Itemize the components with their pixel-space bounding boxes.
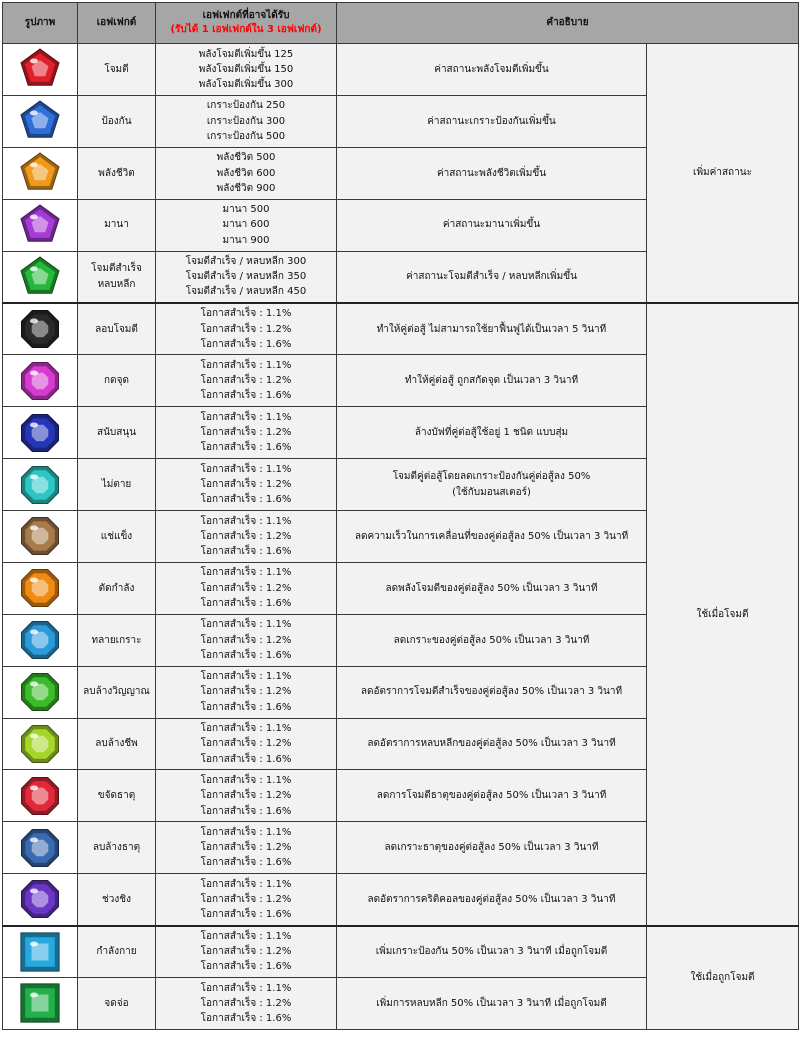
possible-effects xyxy=(156,303,337,355)
header-possible-effects xyxy=(156,3,337,44)
possible-effect-value: โอกาสสำเร็จ : 1.2% xyxy=(200,893,292,905)
possible-effect-value: โอกาสสำเร็จ : 1.2% xyxy=(200,478,292,490)
possible-effect-value: โอกาสสำเร็จ : 1.6% xyxy=(200,701,292,713)
description-line: ลดการโจมตีธาตุของคู่ต่อสู้ลง 50% เป็นเวลา 3 วินาที xyxy=(376,790,607,802)
possible-effect-value: โจมตีสำเร็จ / หลบหลีก 350 xyxy=(185,271,307,283)
description-line: โจมตีคู่ต่อสู้โดยลดเกราะป้องกันคู่ต่อสู้ลง 50% xyxy=(392,471,591,483)
possible-effect-value: มานา 500 xyxy=(222,204,270,216)
possible-effects xyxy=(156,95,337,147)
gem-image-cell xyxy=(3,147,78,199)
effect-description xyxy=(337,822,647,874)
description-line: ลดพลังโจมตีของคู่ต่อสู้ลง 50% เป็นเวลา 3 วินาที xyxy=(385,582,598,594)
description-line: ทำให้คู่ต่อสู้ ถูกสกัดจุด เป็นเวลา 3 วินาที xyxy=(404,375,579,387)
description-line: ค่าสถานะพลังชีวิตเพิ่มขึ้น xyxy=(436,167,547,179)
possible-effect-value: โอกาสสำเร็จ : 1.2% xyxy=(200,790,292,802)
possible-effect-value: พลังชีวิต 500 xyxy=(216,152,276,164)
effect-name: มานา xyxy=(78,199,156,251)
description-line: ค่าสถานะเกราะป้องกันเพิ่มขึ้น xyxy=(427,115,556,127)
possible-effect-value: โจมตีสำเร็จ / หลบหลีก 450 xyxy=(185,286,307,298)
group-label: เพิ่มค่าสถานะ xyxy=(647,44,799,303)
possible-effects xyxy=(156,718,337,770)
possible-effect-value: เกราะป้องกัน 300 xyxy=(206,115,286,127)
group-label: ใช้เมื่อโจมตี xyxy=(647,303,799,926)
possible-effect-value: มานา 900 xyxy=(222,234,270,246)
header-possible-label: เอฟเฟกต์ที่อาจได้รับ xyxy=(202,10,290,21)
effect-description xyxy=(337,407,647,459)
gem-image-cell xyxy=(3,978,78,1030)
possible-effect-value: โอกาสสำเร็จ : 1.2% xyxy=(200,634,292,646)
possible-effects xyxy=(156,459,337,511)
black-octagon-gem-icon xyxy=(3,307,77,351)
gem-image-cell xyxy=(3,926,78,978)
possible-effect-value: โอกาสสำเร็จ : 1.6% xyxy=(200,857,292,869)
possible-effect-value: โอกาสสำเร็จ : 1.2% xyxy=(200,686,292,698)
effect-name: ลอบโจมตี xyxy=(78,303,156,355)
possible-effects xyxy=(156,511,337,563)
effect-name: แช่แข็ง xyxy=(78,511,156,563)
possible-effects xyxy=(156,926,337,978)
orange-pentagon-gem-icon xyxy=(3,151,77,195)
violet-octagon-gem-icon xyxy=(3,877,77,921)
gem-image-cell xyxy=(3,718,78,770)
effect-description xyxy=(337,199,647,251)
effect-name: กำลังกาย xyxy=(78,926,156,978)
blue-pentagon-gem-icon xyxy=(3,99,77,143)
possible-effects xyxy=(156,355,337,407)
bronze-octagon-gem-icon xyxy=(3,514,77,558)
possible-effects xyxy=(156,407,337,459)
description-line: ลดเกราะของคู่ต่อสู้ลง 50% เป็นเวลา 3 วินาที xyxy=(393,634,590,646)
effect-name: กดจุด xyxy=(78,355,156,407)
emerald-square-gem-icon xyxy=(3,981,77,1025)
green-pentagon-gem-icon xyxy=(3,255,77,299)
gem-image-cell xyxy=(3,874,78,926)
description-line: ลดความเร็วในการเคลื่อนที่ของคู่ต่อสู้ลง 50% เป็นเวลา 3 วินาที xyxy=(354,530,629,542)
possible-effects xyxy=(156,614,337,666)
description-line: (ใช้กับมอนสเตอร์) xyxy=(452,486,531,498)
possible-effect-value: โอกาสสำเร็จ : 1.1% xyxy=(200,982,292,994)
purple-pentagon-gem-icon xyxy=(3,203,77,247)
description-line: เพิ่มการหลบหลีก 50% เป็นเวลา 3 วินาที เมื่อถูกโจมตี xyxy=(376,997,607,1009)
description-line: ลดอัตราการหลบหลีกของคู่ต่อสู้ลง 50% เป็นเวลา 3 วินาที xyxy=(367,738,616,750)
possible-effect-value: โอกาสสำเร็จ : 1.2% xyxy=(200,582,292,594)
gem-image-cell xyxy=(3,407,78,459)
possible-effect-value: โอกาสสำเร็จ : 1.6% xyxy=(200,494,292,506)
possible-effect-value: พลังโจมตีเพิ่มขึ้น 150 xyxy=(198,63,294,75)
gem-image-cell xyxy=(3,303,78,355)
possible-effect-value: โอกาสสำเร็จ : 1.2% xyxy=(200,323,292,335)
possible-effect-value: โอกาสสำเร็จ : 1.6% xyxy=(200,546,292,558)
cyan-octagon-gem-icon xyxy=(3,463,77,507)
effect-name: ขจัดธาตุ xyxy=(78,770,156,822)
effect-description xyxy=(337,147,647,199)
gem-image-cell xyxy=(3,614,78,666)
possible-effect-value: โอกาสสำเร็จ : 1.6% xyxy=(200,390,292,402)
possible-effect-value: เกราะป้องกัน 500 xyxy=(206,130,286,142)
gem-image-cell xyxy=(3,95,78,147)
possible-effects xyxy=(156,666,337,718)
possible-effect-value: โอกาสสำเร็จ : 1.6% xyxy=(200,961,292,973)
effect-description xyxy=(337,718,647,770)
possible-effect-value: โอกาสสำเร็จ : 1.6% xyxy=(200,442,292,454)
gem-image-cell xyxy=(3,666,78,718)
skyblue-octagon-gem-icon xyxy=(3,618,77,662)
possible-effect-value: โอกาสสำเร็จ : 1.6% xyxy=(200,338,292,350)
effect-name: ลบล้างวิญญาณ xyxy=(78,666,156,718)
effect-description xyxy=(337,666,647,718)
possible-effects xyxy=(156,562,337,614)
effect-description xyxy=(337,614,647,666)
table-body xyxy=(3,44,799,1030)
effect-name: สนับสนุน xyxy=(78,407,156,459)
effect-name: ป้องกัน xyxy=(78,95,156,147)
description-line: ค่าสถานะพลังโจมตีเพิ่มขึ้น xyxy=(434,63,549,75)
effect-name: ทลายเกราะ xyxy=(78,614,156,666)
possible-effect-value: พลังโจมตีเพิ่มขึ้น 125 xyxy=(198,48,294,60)
magenta-octagon-gem-icon xyxy=(3,359,77,403)
possible-effect-value: โจมตีสำเร็จ / หลบหลีก 300 xyxy=(185,255,307,267)
effect-description xyxy=(337,95,647,147)
effect-description xyxy=(337,770,647,822)
effect-name: ไม่ตาย xyxy=(78,459,156,511)
effect-description xyxy=(337,44,647,96)
possible-effect-value: โอกาสสำเร็จ : 1.6% xyxy=(200,753,292,765)
possible-effect-value: โอกาสสำเร็จ : 1.6% xyxy=(200,1013,292,1025)
red-pentagon-gem-icon xyxy=(3,47,77,91)
description-line: ค่าสถานะโจมตีสำเร็จ / หลบหลีกเพิ่มขึ้น xyxy=(406,271,577,283)
possible-effects xyxy=(156,199,337,251)
orange-octagon-gem-icon xyxy=(3,566,77,610)
table-row xyxy=(3,44,799,96)
group-label: ใช้เมื่อถูกโจมตี xyxy=(647,926,799,1030)
possible-effect-value: โอกาสสำเร็จ : 1.2% xyxy=(200,738,292,750)
possible-effect-value: เกราะป้องกัน 250 xyxy=(206,100,286,112)
gem-image-cell xyxy=(3,822,78,874)
effect-name: ลบล้างธาตุ xyxy=(78,822,156,874)
possible-effect-value: โอกาสสำเร็จ : 1.1% xyxy=(200,308,292,320)
possible-effect-value: โอกาสสำเร็จ : 1.1% xyxy=(200,878,292,890)
effect-description xyxy=(337,511,647,563)
possible-effect-value: โอกาสสำเร็จ : 1.1% xyxy=(200,826,292,838)
table-row xyxy=(3,926,799,978)
description-line: ค่าสถานะมานาเพิ่มขึ้น xyxy=(442,219,541,231)
possible-effect-value: โอกาสสำเร็จ : 1.1% xyxy=(200,359,292,371)
effect-description xyxy=(337,459,647,511)
possible-effect-value: โอกาสสำเร็จ : 1.6% xyxy=(200,805,292,817)
possible-effect-value: มานา 600 xyxy=(222,219,270,231)
effect-name: โจมตีสำเร็จ หลบหลีก xyxy=(78,251,156,303)
description-line: ทำให้คู่ต่อสู้ ไม่สามารถใช้ยาฟื้นฟูได้เป็นเวลา 5 วินาที xyxy=(376,323,607,335)
possible-effect-value: โอกาสสำเร็จ : 1.2% xyxy=(200,375,292,387)
possible-effect-value: โอกาสสำเร็จ : 1.2% xyxy=(200,427,292,439)
gem-image-cell xyxy=(3,355,78,407)
possible-effects xyxy=(156,770,337,822)
possible-effects xyxy=(156,147,337,199)
description-line: ล้างบัฟที่คู่ต่อสู้ใช้อยู่ 1 ชนิด แบบสุ่ม xyxy=(414,427,569,439)
possible-effects xyxy=(156,822,337,874)
possible-effect-value: พลังโจมตีเพิ่มขึ้น 300 xyxy=(198,79,294,91)
effect-name: จดจ่อ xyxy=(78,978,156,1030)
possible-effect-value: โอกาสสำเร็จ : 1.1% xyxy=(200,567,292,579)
navy-octagon-gem-icon xyxy=(3,411,77,455)
possible-effect-value: โอกาสสำเร็จ : 1.2% xyxy=(200,997,292,1009)
effect-name: ลบล้างชีพ xyxy=(78,718,156,770)
gem-image-cell xyxy=(3,44,78,96)
description-line: ลดอัตราการโจมตีสำเร็จของคู่ต่อสู้ลง 50% เป็นเวลา 3 วินาที xyxy=(360,686,623,698)
possible-effects xyxy=(156,978,337,1030)
possible-effect-value: โอกาสสำเร็จ : 1.1% xyxy=(200,774,292,786)
possible-effect-value: โอกาสสำเร็จ : 1.1% xyxy=(200,411,292,423)
possible-effect-value: โอกาสสำเร็จ : 1.2% xyxy=(200,946,292,958)
effect-description xyxy=(337,303,647,355)
possible-effect-value: โอกาสสำเร็จ : 1.2% xyxy=(200,842,292,854)
possible-effect-value: โอกาสสำเร็จ : 1.1% xyxy=(200,671,292,683)
description-line: เพิ่มเกราะป้องกัน 50% เป็นเวลา 3 วินาที เมื่อถูกโจมตี xyxy=(375,946,608,958)
possible-effect-value: โอกาสสำเร็จ : 1.1% xyxy=(200,930,292,942)
possible-effect-value: โอกาสสำเร็จ : 1.6% xyxy=(200,649,292,661)
header-image: รูปภาพ xyxy=(3,3,78,44)
effect-description xyxy=(337,355,647,407)
table-header-row xyxy=(3,3,799,44)
steelblue-octagon-gem-icon xyxy=(3,826,77,870)
header-description: คำอธิบาย xyxy=(337,3,799,44)
possible-effects xyxy=(156,44,337,96)
possible-effect-value: โอกาสสำเร็จ : 1.2% xyxy=(200,530,292,542)
aqua-square-gem-icon xyxy=(3,930,77,974)
possible-effect-value: โอกาสสำเร็จ : 1.6% xyxy=(200,909,292,921)
effect-description xyxy=(337,874,647,926)
gem-image-cell xyxy=(3,251,78,303)
possible-effect-value: พลังชีวิต 900 xyxy=(216,182,276,194)
header-possible-note: (รับได้ 1 เอฟเฟกต์ใน 3 เอฟเฟกต์) xyxy=(170,24,322,35)
gem-image-cell xyxy=(3,511,78,563)
description-line: ลดเกราะธาตุของคู่ต่อสู้ลง 50% เป็นเวลา 3 วินาที xyxy=(384,842,599,854)
possible-effect-value: โอกาสสำเร็จ : 1.6% xyxy=(200,598,292,609)
effect-description xyxy=(337,562,647,614)
green-octagon-gem-icon xyxy=(3,670,77,714)
possible-effect-value: โอกาสสำเร็จ : 1.1% xyxy=(200,619,292,631)
table-row xyxy=(3,303,799,355)
effect-description xyxy=(337,926,647,978)
possible-effect-value: โอกาสสำเร็จ : 1.1% xyxy=(200,515,292,527)
possible-effects xyxy=(156,874,337,926)
gem-image-cell xyxy=(3,562,78,614)
effect-description xyxy=(337,978,647,1030)
gem-image-cell xyxy=(3,459,78,511)
effect-description xyxy=(337,251,647,303)
header-effect: เอฟเฟกต์ xyxy=(78,3,156,44)
possible-effects xyxy=(156,251,337,303)
effect-name: ตัดกำลัง xyxy=(78,562,156,614)
possible-effect-value: โอกาสสำเร็จ : 1.1% xyxy=(200,723,292,735)
effect-name: พลังชีวิต xyxy=(78,147,156,199)
effect-name: โจมตี xyxy=(78,44,156,96)
gem-image-cell xyxy=(3,199,78,251)
possible-effect-value: พลังชีวิต 600 xyxy=(216,167,276,179)
red-octagon-gem-icon xyxy=(3,774,77,818)
possible-effect-value: โอกาสสำเร็จ : 1.1% xyxy=(200,463,292,475)
gem-image-cell xyxy=(3,770,78,822)
gem-effects-table xyxy=(2,2,799,1030)
effect-name: ช่วงชิง xyxy=(78,874,156,926)
description-line: ลดอัตราการคริติคอลของคู่ต่อสู้ลง 50% เป็นเวลา 3 วินาที xyxy=(367,893,616,905)
lime-octagon-gem-icon xyxy=(3,722,77,766)
